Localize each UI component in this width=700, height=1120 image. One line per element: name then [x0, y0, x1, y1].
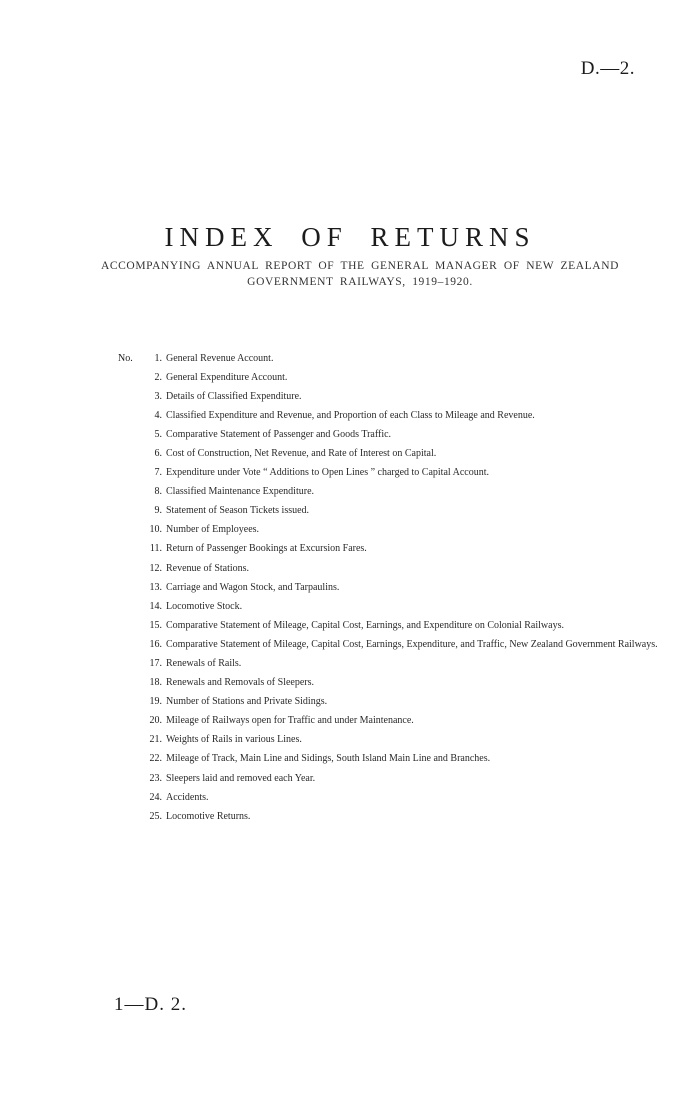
item-text: Cost of Construction, Net Revenue, and Rate of Interest on Capital. — [166, 447, 437, 459]
item-text: Comparative Statement of Passenger and Goods Traffic. — [166, 428, 392, 440]
list-item — [118, 634, 698, 653]
list-item — [118, 654, 698, 673]
item-number: 23. — [149, 772, 162, 784]
item-text: Classified Expenditure and Revenue, and Proportion of each Class to Mileage and Revenue. — [166, 409, 535, 421]
item-number: 15. — [149, 619, 162, 631]
item-number: 17. — [149, 658, 162, 669]
list-item — [118, 577, 698, 596]
number-label: No. — [118, 352, 133, 364]
item-number: 11. — [149, 543, 162, 555]
item-number: 12. — [149, 562, 162, 574]
item-number: 2. — [154, 371, 162, 383]
item-number: 3. — [154, 390, 162, 402]
list-item — [118, 596, 698, 615]
list-item — [118, 749, 698, 768]
list-item — [118, 673, 698, 692]
item-text: Comparative Statement of Mileage, Capital Cost, Earnings, Expenditure, and Traffic, New Zealand Government Railways. — [166, 638, 658, 650]
footer-page-reference: 1—D. 2. — [114, 994, 187, 1015]
item-number: 20. — [149, 715, 162, 727]
item-text: General Expenditure Account. — [166, 371, 288, 383]
item-text: Renewals and Removals of Sleepers. — [166, 677, 315, 689]
item-text: Mileage of Track, Main Line and Sidings, South Island Main Line and Branches. — [166, 753, 491, 765]
item-text: Statement of Season Tickets issued. — [166, 505, 310, 517]
item-text: Revenue of Stations. — [166, 562, 250, 574]
item-text: Return of Passenger Bookings at Excursion Fares. — [166, 543, 367, 555]
list-item — [118, 711, 698, 730]
item-number: 13. — [149, 581, 162, 593]
list-item — [118, 692, 698, 711]
list-item — [118, 482, 698, 501]
item-number: 22. — [149, 753, 162, 765]
list-item — [118, 520, 698, 539]
list-item — [118, 615, 698, 634]
item-text: Number of Employees. — [166, 524, 260, 536]
item-text: Classified Maintenance Expenditure. — [166, 486, 315, 498]
list-item — [118, 463, 698, 482]
item-number: 8. — [154, 486, 162, 498]
item-text: Renewals of Rails. — [166, 658, 242, 669]
item-number: 18. — [149, 677, 162, 689]
item-text: Mileage of Railways open for Traffic and under Maintenance. — [166, 715, 414, 727]
item-text: Sleepers laid and removed each Year. — [166, 772, 316, 784]
item-text: Accidents. — [166, 791, 209, 803]
page-subtitle: ACCOMPANYING ANNUAL REPORT OF THE GENERAL MANAGER OF NEW ZEALAND GOVERNMENT RAILWAYS, 1919–1920. — [100, 260, 619, 288]
list-item — [118, 539, 698, 558]
item-number: 9. — [154, 505, 162, 517]
list-item — [118, 806, 698, 825]
item-number: 21. — [149, 734, 162, 746]
item-number: 6. — [154, 447, 162, 459]
returns-list — [118, 348, 698, 825]
item-text: Weights of Rails in various Lines. — [166, 734, 302, 746]
list-item — [118, 501, 698, 520]
item-text: Details of Classified Expenditure. — [166, 390, 302, 402]
item-number: 7. — [154, 467, 162, 479]
item-number: 5. — [154, 428, 162, 440]
item-text: Number of Stations and Private Sidings. — [166, 696, 328, 708]
item-number: 1. — [154, 352, 162, 364]
item-number: 24. — [149, 791, 162, 803]
page-title: INDEX OF RETURNS — [164, 222, 536, 252]
item-number: 25. — [149, 810, 162, 822]
list-item — [118, 443, 698, 462]
list-item — [118, 768, 698, 787]
item-text: Expenditure under Vote “ Additions to Open Lines ” charged to Capital Account. — [166, 467, 489, 479]
item-text: Comparative Statement of Mileage, Capital Cost, Earnings, and Expenditure on Colonial Railways. — [166, 619, 564, 631]
page-reference: D.—2. — [580, 58, 635, 79]
list-item — [118, 405, 698, 424]
list-item — [118, 424, 698, 443]
list-item — [118, 386, 698, 405]
item-number: 16. — [149, 638, 162, 650]
item-text: General Revenue Account. — [166, 352, 274, 364]
list-item — [118, 348, 698, 367]
list-item — [118, 558, 698, 577]
item-number: 4. — [154, 409, 162, 421]
item-number: 10. — [149, 524, 162, 536]
item-text: Carriage and Wagon Stock, and Tarpaulins. — [166, 581, 340, 593]
item-text: Locomotive Returns. — [166, 810, 251, 822]
item-number: 19. — [149, 696, 162, 708]
item-number: 14. — [149, 600, 162, 612]
list-item — [118, 367, 698, 386]
list-item — [118, 787, 698, 806]
item-text: Locomotive Stock. — [166, 600, 243, 612]
list-item — [118, 730, 698, 749]
